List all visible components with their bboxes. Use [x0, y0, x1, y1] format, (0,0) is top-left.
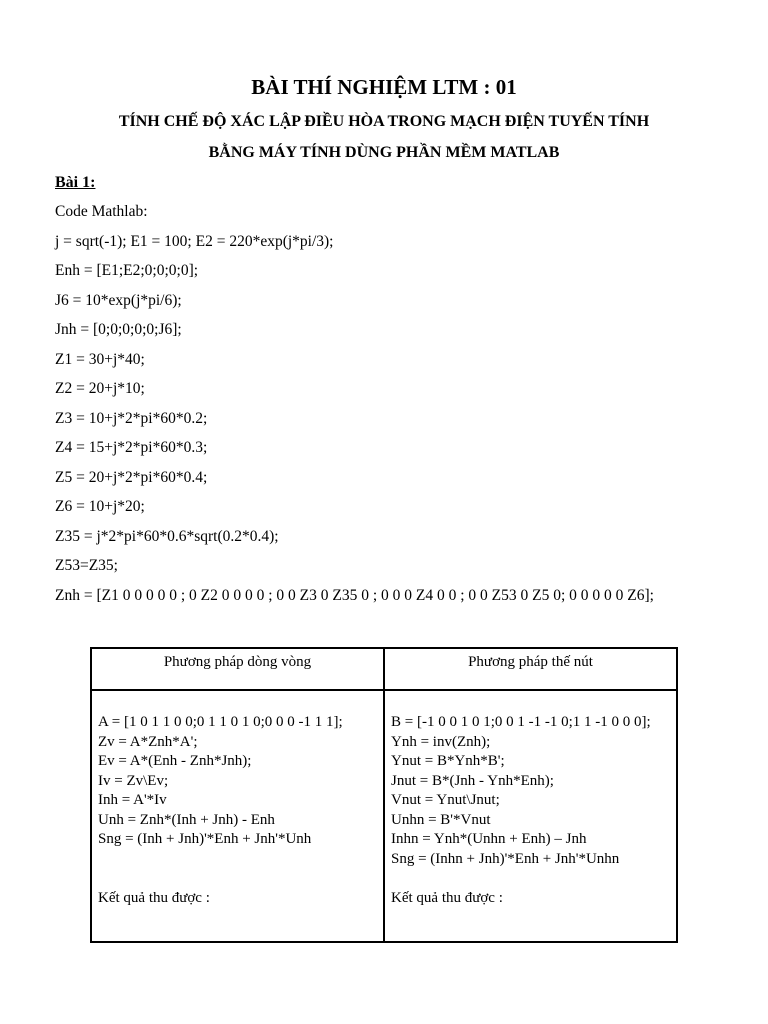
code-line: Vnut = Ynut\Jnut; [391, 792, 500, 808]
code-line: Z35 = j*2*pi*60*0.6*sqrt(0.2*0.4); [55, 527, 279, 545]
table-header-row [91, 648, 677, 690]
code-line: Z4 = 15+j*2*pi*60*0.3; [55, 439, 208, 456]
document-subtitle-line1: TÍNH CHẾ ĐỘ XÁC LẬP ĐIỀU HÒA TRONG MẠCH ĐIỆN TUYẾN TÍNH [118, 113, 650, 130]
code-line: Ynut = B*Ynh*B'; [391, 753, 505, 769]
code-line: Z5 = 20+j*2*pi*60*0.4; [55, 468, 208, 486]
code-line: J6 = 10*exp(j*pi/6); [55, 291, 182, 309]
code-line: Jnh = [0;0;0;0;0;J6]; [55, 321, 182, 338]
code-line: Ynh = inv(Znh); [391, 733, 491, 750]
node-method-cell [384, 690, 677, 942]
code-line: Z3 = 10+j*2*pi*60*0.2; [55, 409, 208, 427]
code-caption: Code Mathlab: [55, 203, 148, 220]
code-line: Z2 = 20+j*10; [55, 380, 145, 397]
document-subtitle-line2: BẰNG MÁY TÍNH DÙNG PHẦN MỀM MATLAB [208, 144, 560, 161]
result-label: Kết quả thu được : [98, 889, 210, 906]
code-line: Jnut = B*(Jnh - Ynh*Enh); [391, 772, 554, 789]
code-line: Z53=Z35; [55, 557, 118, 574]
code-line: Inh = A'*Iv [98, 792, 167, 808]
code-line: Znh = [Z1 0 0 0 0 0 ; 0 Z2 0 0 0 0 ; 0 0 Z3 0 Z35 0 ; 0 0 0 Z4 0 0 ; 0 0 Z53 0 Z5 0; 0 0 0 0 0 Z6]; [55, 586, 654, 604]
code-line: Ev = A*(Enh - Znh*Jnh); [98, 753, 252, 769]
code-line: j = sqrt(-1); E1 = 100; E2 = 220*exp(j*pi/3); [55, 232, 334, 250]
mesh-method-cell [91, 690, 384, 942]
code-line: Sng = (Inh + Jnh)'*Enh + Jnh'*Unh [98, 831, 312, 847]
code-line: Unhn = B'*Vnut [391, 811, 491, 828]
code-line: Z6 = 10+j*20; [55, 498, 145, 515]
code-line: Unh = Znh*(Inh + Jnh) - Enh [98, 811, 275, 828]
table-body-row [91, 690, 677, 942]
code-line: Sng = (Inhn + Jnh)'*Enh + Jnh'*Unhn [391, 850, 620, 867]
document-title: BÀI THÍ NGHIỆM LTM : 01 [251, 75, 517, 99]
code-line: Iv = Zv\Ev; [98, 772, 169, 789]
header-node-method: Phương pháp thế nút [384, 648, 677, 690]
code-line: Enh = [E1;E2;0;0;0;0]; [55, 262, 199, 279]
code-line: B = [-1 0 0 1 0 1;0 0 1 -1 -1 0;1 1 -1 0 0 0]; [391, 714, 651, 730]
code-line: A = [1 0 1 1 0 0;0 1 1 0 1 0;0 0 0 -1 1 1]; [98, 714, 343, 730]
code-line: Zv = A*Znh*A'; [98, 733, 198, 750]
header-mesh-method: Phương pháp dòng vòng [91, 648, 384, 690]
code-line: Inhn = Ynh*(Unhn + Enh) – Jnh [391, 831, 587, 847]
result-label: Kết quả thu được : [391, 889, 503, 906]
section-heading: Bài 1: [55, 174, 96, 191]
methods-table [90, 647, 678, 943]
code-block [55, 202, 755, 615]
code-line: Z1 = 30+j*40; [55, 350, 145, 368]
